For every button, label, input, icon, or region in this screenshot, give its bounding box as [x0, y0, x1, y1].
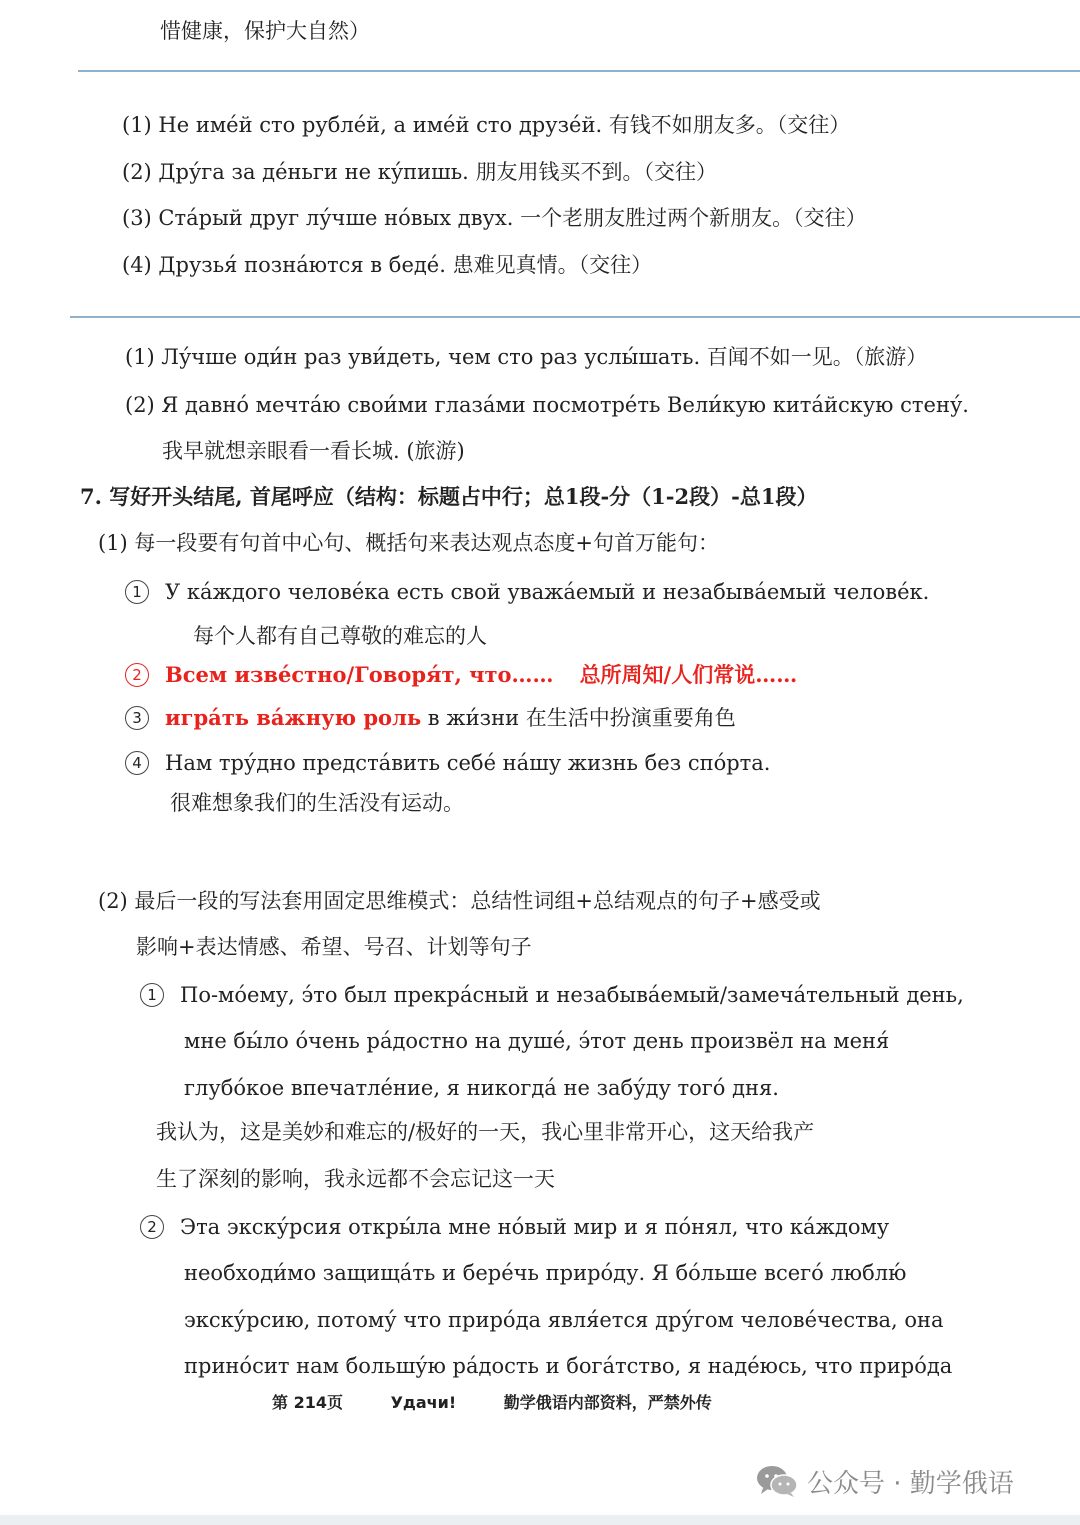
closing-item-1-zh: 生了深刻的影响，我永远都不会忘记这一天 — [156, 1167, 555, 1191]
footer-luck: Удачи! — [390, 1393, 457, 1412]
proverb-item: (2) Дру́га за де́ньги не ку́пишь. 朋友用钱买不到。（交往） — [122, 160, 717, 184]
circled-number: 2 — [140, 1215, 164, 1239]
closing-item-1-line: глубо́кое впечатле́ние, я никогда́ не забу́ду того́ дня. — [184, 1076, 779, 1100]
circled-number: 4 — [125, 751, 149, 775]
closing-item-2: 2 Эта экску́рсия откры́ла мне но́вый мир и я по́нял, что ка́ждому — [140, 1212, 889, 1242]
wechat-watermark — [755, 1460, 1014, 1502]
closing-item-2-line: прино́сит нам большу́ю ра́дость и бога́тство, я наде́юсь, что приро́да — [184, 1354, 953, 1378]
wechat-icon — [755, 1464, 799, 1498]
proverb-item: (1) Не име́й сто рубле́й, а име́й сто друзе́й. 有钱不如朋友多。（交往） — [122, 113, 851, 137]
closing-item-1-line: мне бы́ло о́чень ра́достно на душе́, э́тот день произвёл на меня́ — [184, 1029, 890, 1053]
closing-item-2-line: необходи́мо защища́ть и бере́чь приро́ду. Я бо́льше всего́ люблю́ — [184, 1261, 907, 1285]
proverb-item: (4) Друзья́ позна́ются в беде́. 患难见真情。（交往） — [122, 253, 653, 277]
divider-1 — [78, 70, 1080, 72]
proverb-item: (2) Я давно́ мечта́ю свои́ми глаза́ми посмотре́ть Вели́кую кита́йскую стену́. — [125, 393, 969, 417]
circled-number: 3 — [125, 706, 149, 730]
subheading-2-cont: 影响+表达情感、希望、号召、计划等句子 — [136, 935, 532, 959]
footer-note: 勤学俄语内部资料，严禁外传 — [503, 1393, 712, 1412]
watermark-text: 公众号 · 勤学俄语 — [807, 1468, 1014, 1499]
phrase-translation: 很难想象我们的生活没有运动。 — [170, 791, 464, 815]
phrase-translation: 每个人都有自己尊敬的难忘的人 — [193, 624, 487, 648]
top-line: 惜健康，保护大自然） — [160, 19, 370, 43]
page-number: 第 214页 — [272, 1393, 343, 1412]
page-footer — [272, 1390, 712, 1413]
bottom-strip — [0, 1515, 1080, 1525]
divider-2 — [70, 316, 1080, 318]
section-heading-7: 7. 写好开头结尾, 首尾呼应（结构：标题占中行；总1段-分（1-2段）-总1段） — [80, 484, 818, 509]
circled-number: 2 — [125, 663, 149, 687]
circled-number: 1 — [140, 983, 164, 1007]
subheading-2: (2) 最后一段的写法套用固定思维模式：总结性词组+总结观点的句子+感受或 — [98, 889, 821, 913]
phrase-item-4: 4 Нам тру́дно предста́вить себе́ на́шу жизнь без спо́рта. — [125, 748, 770, 778]
proverb-translation: 我早就想亲眼看一看长城. (旅游) — [162, 439, 465, 463]
closing-item-2-line: экску́рсию, потому́ что приро́да явля́ется дру́гом челове́чества, она — [184, 1308, 944, 1332]
circled-number: 1 — [125, 580, 149, 604]
subheading-1: (1) 每一段要有句首中心句、概括句来表达观点态度+句首万能句： — [98, 531, 720, 555]
phrase-item-1: 1 У ка́ждого челове́ка есть свой уважа́емый и незабыва́емый челове́к. — [125, 577, 929, 607]
proverb-item: (1) Лу́чше оди́н раз уви́деть, чем сто раз услы́шать. 百闻不如一见。（旅游） — [125, 345, 928, 369]
closing-item-1-zh: 我认为，这是美妙和难忘的/极好的一天，我心里非常开心，这天给我产 — [156, 1120, 815, 1144]
phrase-item-3: 3 игра́ть ва́жную роль в жи́зни 在生活中扮演重要角色 — [125, 703, 736, 733]
phrase-item-2: 2 Всем изве́стно/Говоря́т, что…… 总所周知/人们常说…… — [125, 660, 797, 690]
closing-item-1: 1 По-мо́ему, э́то был прекра́сный и незабыва́емый/замеча́тельный день, — [140, 980, 964, 1010]
proverb-item: (3) Ста́рый друг лу́чше но́вых двух. 一个老朋友胜过两个新朋友。（交往） — [122, 206, 867, 230]
